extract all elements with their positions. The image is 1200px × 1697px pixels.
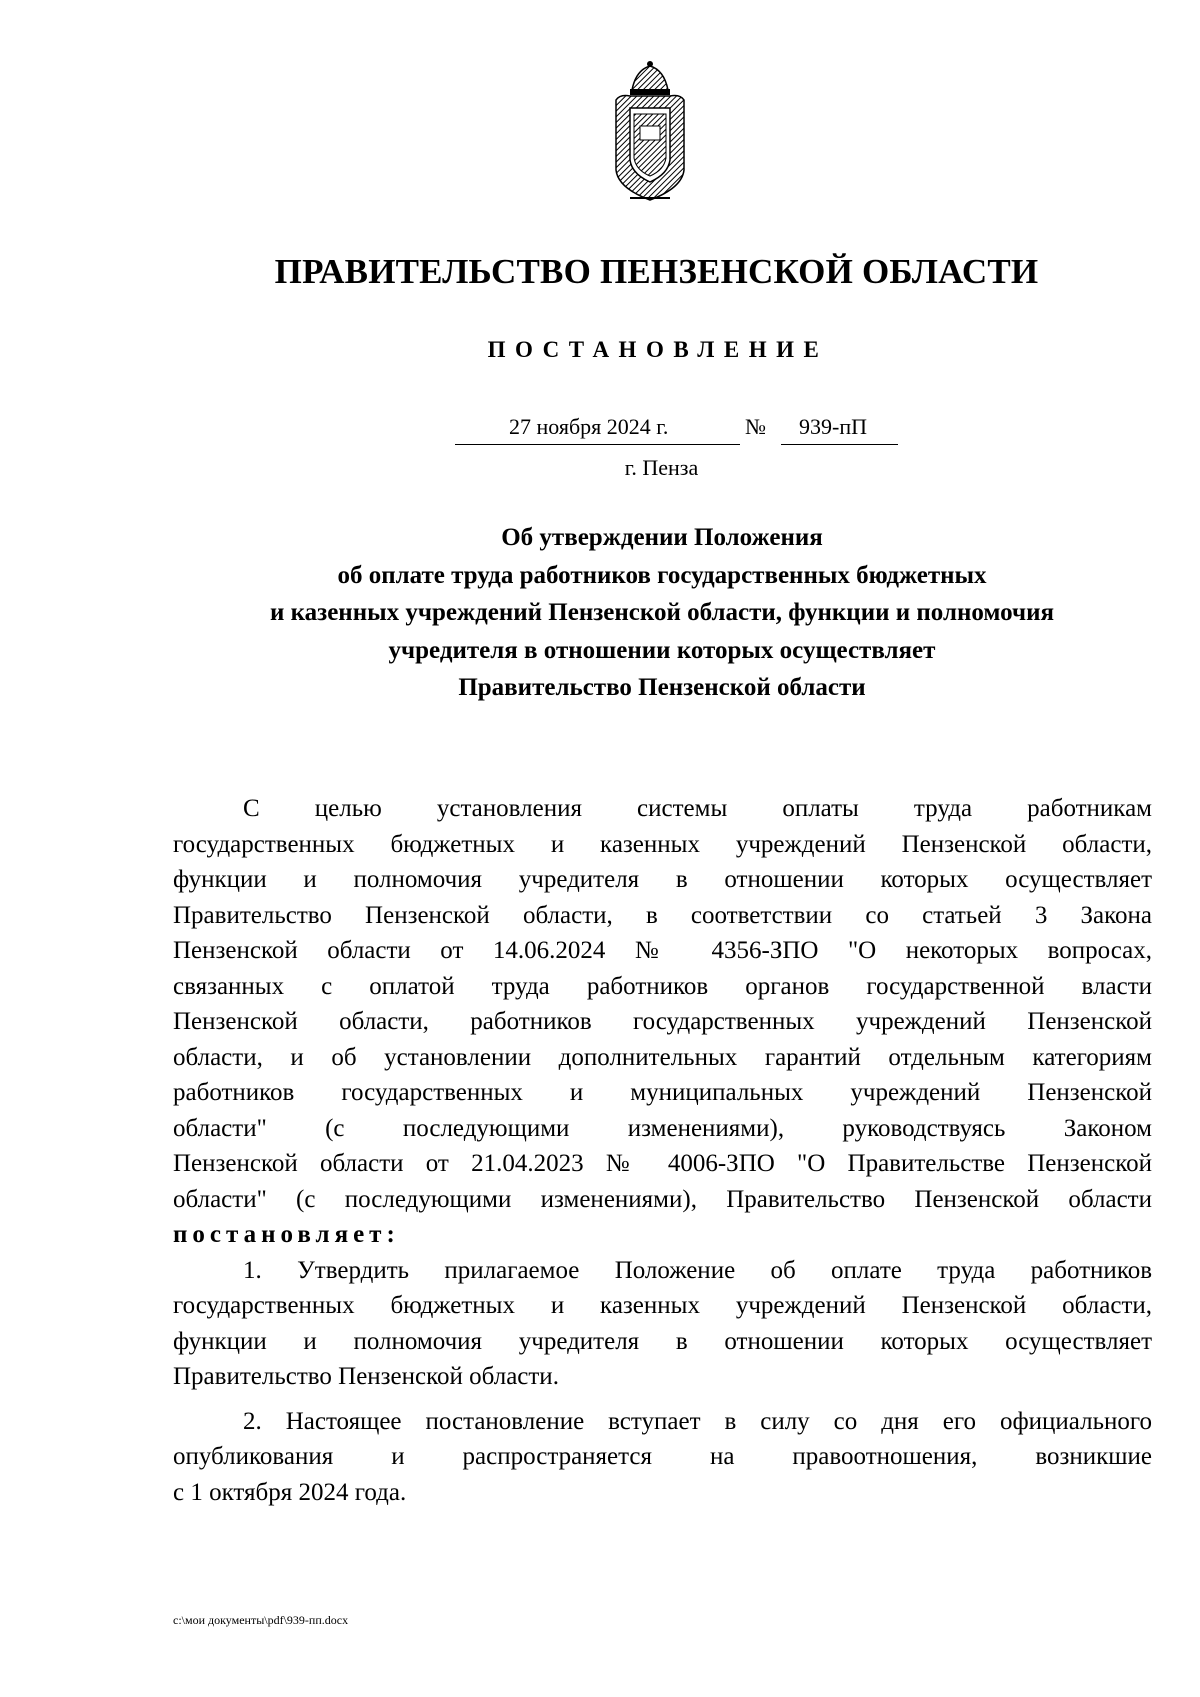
document-body bbox=[173, 791, 1152, 1510]
number-underline bbox=[781, 444, 898, 445]
date-underline bbox=[455, 444, 740, 445]
body-line: области" (с последующими изменениями), руководствуясь Законом bbox=[173, 1114, 1152, 1142]
subject-line: Правительство Пензенской области bbox=[458, 674, 866, 701]
document-number: 939-пП bbox=[799, 414, 867, 439]
body-line: работников государственных и муниципальных учреждений Пензенской bbox=[173, 1079, 1152, 1106]
body-line: функции и полномочия учредителя в отношении которых осуществляет bbox=[173, 1327, 1152, 1355]
body-line: Правительство Пензенской области, в соответствии со статьей 3 Закона bbox=[173, 901, 1152, 929]
body-line: области" (с последующими изменениями), Правительство Пензенской области bbox=[173, 1185, 1152, 1213]
body-line: с 1 октября 2024 года. bbox=[173, 1478, 407, 1506]
body-line: Пензенской области от 14.06.2024 № 4356-ЗПО "О некоторых вопросах, bbox=[173, 937, 1152, 964]
body-line: опубликования и распространяется на правоотношения, возникшие bbox=[173, 1443, 1152, 1470]
paragraph-gap bbox=[173, 1395, 1152, 1404]
coat-of-arms-emblem bbox=[610, 60, 690, 210]
body-line: государственных бюджетных и казенных учреждений Пензенской области, bbox=[173, 1292, 1152, 1319]
document-type-heading: ПОСТАНОВЛЕНИЕ bbox=[487, 337, 829, 362]
body-line: функции и полномочия учредителя в отношении которых осуществляет bbox=[173, 866, 1152, 893]
body-line: Пензенской области от 21.04.2023 № 4006-ЗПО "О Правительстве Пензенской bbox=[173, 1150, 1152, 1177]
body-line: 2. Настоящее постановление вступает в силу со дня его официального bbox=[243, 1407, 1152, 1435]
subject-line: Об утверждении Положения bbox=[501, 524, 823, 551]
item-1-paragraph bbox=[173, 1253, 1152, 1395]
body-line: государственных бюджетных и казенных учреждений Пензенской области, bbox=[173, 830, 1152, 858]
city-name: г. Пенза bbox=[624, 455, 699, 480]
preamble-paragraph bbox=[173, 791, 1152, 1253]
body-line: С целью установления системы оплаты труда работникам bbox=[243, 795, 1152, 822]
body-line: Пензенской области, работников государственных учреждений Пензенской bbox=[173, 1008, 1152, 1035]
subject-line: учредителя в отношении которых осуществляет bbox=[388, 636, 936, 664]
file-path-footer: c:\мои документы\pdf\939-пп.docx bbox=[173, 1613, 349, 1627]
subject-line: об оплате труда работников государственных бюджетных bbox=[337, 561, 987, 589]
organization-title: ПРАВИТЕЛЬСТВО ПЕНЗЕНСКОЙ ОБЛАСТИ bbox=[274, 252, 1039, 291]
body-line: 1. Утвердить прилагаемое Положение об оплате труда работников bbox=[243, 1256, 1152, 1284]
document-subject bbox=[0, 519, 1200, 707]
body-line: Правительство Пензенской области. bbox=[173, 1363, 559, 1390]
body-line: связанных с оплатой труда работников органов государственной власти bbox=[173, 972, 1152, 1000]
subject-line: и казенных учреждений Пензенской области, функции и полномочия bbox=[269, 599, 1055, 626]
body-line: области, и об установлении дополнительных гарантий отдельным категориям bbox=[173, 1043, 1152, 1071]
item-2-paragraph bbox=[173, 1404, 1152, 1511]
number-sign: № bbox=[745, 414, 766, 439]
resolves-word: постановляет: bbox=[173, 1221, 400, 1248]
document-date: 27 ноября 2024 г. bbox=[509, 414, 669, 439]
